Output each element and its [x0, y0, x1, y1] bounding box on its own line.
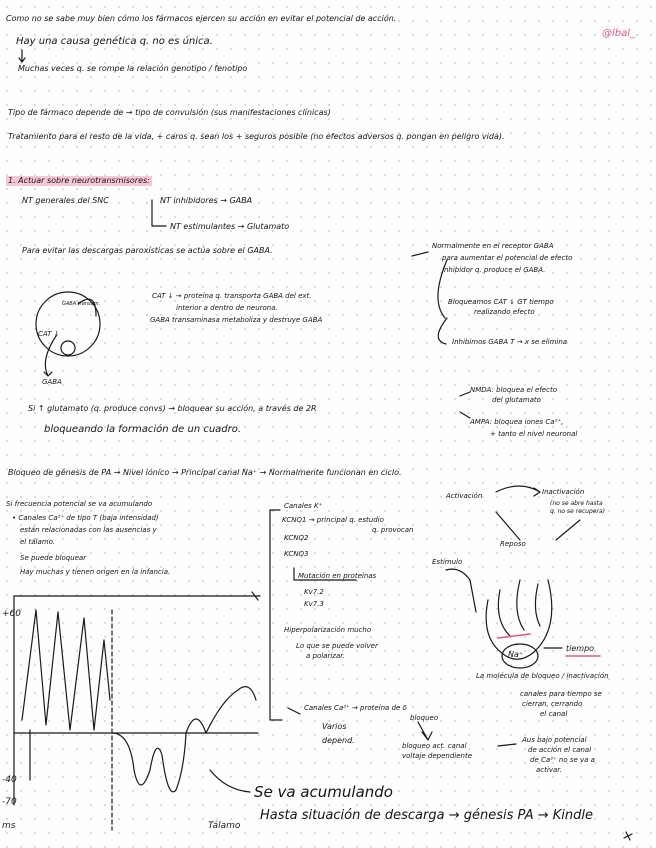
- section-heading-neurotransmisores: 1. Actuar sobre neurotransmisores:: [8, 176, 150, 185]
- note-hiperpolarizacion: Hiperpolarización mucho: [284, 626, 372, 634]
- graph-x-left: ms: [2, 821, 16, 831]
- note-bloqueo-3: cierran, cerrando: [522, 700, 583, 708]
- cell-label-cat: CAT ↓: [38, 330, 60, 338]
- watermark: @lbal_: [602, 28, 636, 39]
- note-gaba-right-3: inhibidor q. produce el GABA.: [442, 266, 546, 274]
- note-kv73: Kv7.3: [304, 600, 324, 608]
- note-depend: depend.: [322, 736, 355, 745]
- note-glutamato-1: Si ↑ glutamato (q. produce convs) → bloquear su acción, a través de 2R: [28, 404, 317, 413]
- note-cat-1: CAT ↓ → proteína q. transporta GABA del ext.: [152, 292, 312, 300]
- note-nmda-1: NMDA: bloquea el efecto: [470, 386, 557, 394]
- label-na: Na⁺: [508, 650, 524, 659]
- note-bloqueo-1: La molécula de bloqueo / inactivación: [476, 672, 609, 680]
- note-inhibimos: Inhibimos GABA T → x se elimina: [452, 338, 568, 346]
- note-polarizar: a polarizar.: [306, 652, 345, 660]
- note-mutacion: Mutación en proteínas: [298, 572, 377, 580]
- note-left-c: están relacionadas con las ausencias y: [20, 526, 157, 534]
- note-voltaje: voltaje dependiente: [402, 752, 472, 760]
- note-line-2: Hay una causa genética q. no es única.: [16, 36, 213, 47]
- note-bloqueo-label: bloqueo: [410, 714, 439, 722]
- label-inactivacion: Inactivación: [542, 488, 585, 496]
- note-ca-activar: activar.: [536, 766, 562, 774]
- note-gaba-right-1: Normalmente en el receptor GABA: [432, 242, 554, 250]
- label-inactivacion-2: (no se abre hasta: [550, 500, 603, 507]
- note-nt-inhibidores: NT inhibidores → GABA: [160, 196, 253, 205]
- note-ca-canales: Canales Ca²⁺ → proteína de δ: [304, 704, 407, 712]
- note-kcnq1: KCNQ1 → principal q. estudio: [282, 516, 384, 524]
- graph-y-top: +60: [2, 609, 21, 619]
- label-activacion: Activación: [446, 492, 483, 500]
- note-kcnq3: KCNQ3: [284, 550, 309, 558]
- note-bloqueo-4: el canal: [540, 710, 568, 718]
- note-ca-bajo: Aus bajo potencial: [522, 736, 587, 744]
- graph-y-m2: -70: [2, 797, 17, 807]
- note-ampa-1: AMPA: bloquea iones Ca²⁺,: [470, 418, 564, 426]
- note-cat-2: interior a dentro de neurona.: [176, 304, 278, 312]
- cell-label-top: GABA transam.: [62, 301, 101, 307]
- note-bloqueo-2: canales para tiempo se: [520, 690, 602, 698]
- note-bloqueamos-2: realizando efecto: [474, 308, 535, 316]
- note-pa-bloqueo: Bloqueo de génesis de PA → Nivel iónico → Principal canal Na⁺ → Normalmente funcionan en ciclo.: [8, 468, 402, 477]
- note-kcnq1-b: q. provocan: [372, 526, 414, 534]
- note-nt-generales: NT generales del SNC: [22, 196, 109, 205]
- graph-y-m1: -40: [2, 775, 17, 785]
- note-cat-3: GABA transaminasa metaboliza y destruye GABA: [150, 316, 323, 324]
- note-left-e: Se puede bloquear: [20, 554, 87, 562]
- note-line-4: Tipo de fármaco depende de → tipo de convulsión (sus manifestaciones clínicas): [8, 108, 331, 117]
- label-inactivacion-3: q. no se recupera): [550, 508, 605, 515]
- note-gaba-right-2: para aumentar el potencial de efecto: [442, 254, 573, 262]
- note-left-b: • Canales Ca²⁺ de tipo T (baja intensidad): [12, 514, 159, 522]
- note-ca-no: de Ca²⁺ no se va a: [530, 756, 595, 764]
- note-bloqueamos-1: Bloqueamos CAT ↓ GT tiempo: [448, 298, 554, 306]
- note-volver: Lo que se puede volver: [296, 642, 378, 650]
- note-left-a: Si frecuencia potencial se va acumulando: [6, 500, 153, 508]
- label-tiempo: tiempo: [566, 644, 595, 653]
- note-nmda-2: del glutamato: [492, 396, 541, 404]
- note-ampa-2: + tanto el nivel neuronal: [490, 430, 578, 438]
- note-nt-estimulantes: NT estimulantes → Glutamato: [170, 222, 290, 231]
- note-ca-accion: de acción el canal: [528, 746, 592, 754]
- note-left-f: Hay muchas y tienen origen en la infancia.: [20, 568, 171, 576]
- note-bloqueo-act: bloqueo act. canal: [402, 742, 467, 750]
- note-hasta-descarga: Hasta situación de descarga → génesis PA → Kindle: [260, 808, 593, 823]
- note-k-canales: Canales K⁺: [284, 502, 323, 510]
- note-se-va-acumulando: Se va acumulando: [254, 783, 393, 801]
- note-kv72: Kv7.2: [304, 588, 324, 596]
- label-estimulo: Estímulo: [432, 558, 463, 566]
- note-gaba-line: Para evitar las descargas paroxísticas se actúa sobre el GABA.: [22, 246, 273, 255]
- note-line-1: Como no se sabe muy bien cómo los fármacos ejercen su acción en evitar el potencial de acción.: [6, 14, 397, 23]
- note-line-5: Tratamiento para el resto de la vida, + caros q. sean los + seguros posible (no efectos adversos q. pongan en peligro vida).: [8, 132, 505, 141]
- note-left-d: el tálamo.: [20, 538, 56, 546]
- label-reposo: Reposo: [500, 540, 526, 548]
- cell-label-gaba: GABA: [42, 378, 62, 386]
- note-glutamato-2: bloqueando la formación de un cuadro.: [44, 424, 242, 435]
- graph-x-right: Tálamo: [208, 821, 241, 831]
- note-kcnq2: KCNQ2: [284, 534, 309, 542]
- note-varios: Varios: [322, 722, 347, 731]
- note-line-3: Muchas veces q. se rompe la relación genotipo / fenotipo: [18, 64, 248, 73]
